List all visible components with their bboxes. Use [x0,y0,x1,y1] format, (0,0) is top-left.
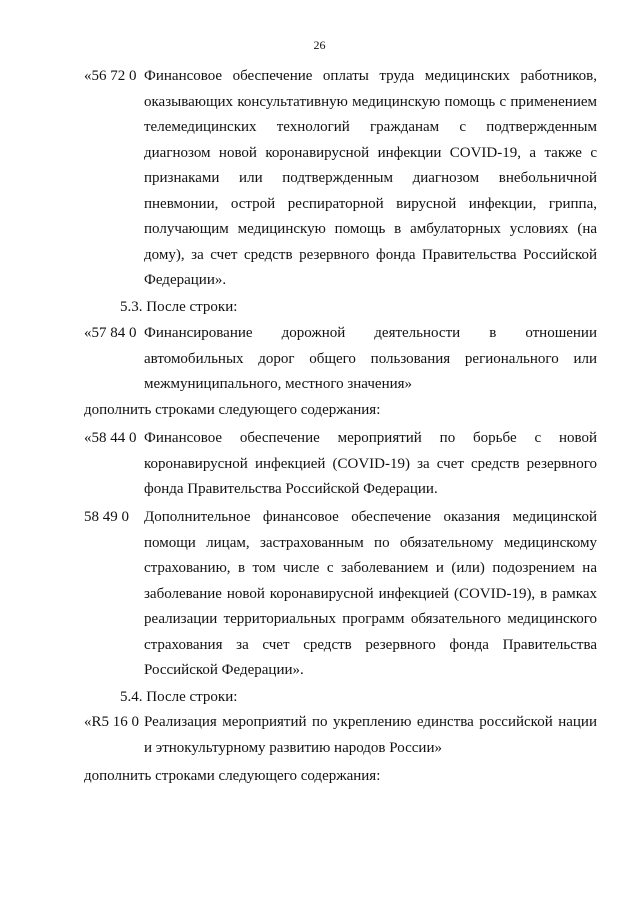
entry-text: Финансовое обеспечение оплаты труда медицинских работников, оказывающих консультативную медицинскую помощь с применением телемедицинских технологий гражданам с подтвержденным диагнозом новой коронавирусной инфекции COVID-19, а также с признаками или подтвержденным диагнозом внебольничной пневмонии, острой респираторной вирусной инфекции, гриппа, получающим медицинскую помощь в амбулаторных условиях (на дому), за счет средств резервного фонда Правительства Российской Федерации». [144,68,597,288]
budget-entry-R5160 [84,710,597,761]
supplement-instruction-2: дополнить строками следующего содержания: [84,768,381,784]
entry-code: «58 44 0 [84,430,137,446]
entry-code: 58 49 0 [84,509,129,525]
entry-code: «56 72 0 [84,68,137,84]
budget-entry-58440 [84,426,597,503]
page-number: 26 [313,38,326,52]
entry-text: Финансирование дорожной деятельности в отношении автомобильных дорог общего пользования регионального или межмуниципального, местного значения» [144,325,597,392]
section-5-3-heading: 5.3. После строки: [120,299,238,315]
entry-text: Дополнительное финансовое обеспечение оказания медицинской помощи лицам, застрахованным по обязательному медицинскому страхованию, в том числе с заболеванием и (или) подозрением на заболевание новой коронавирусной инфекцией (COVID-19), в рамках реализации территориальных программ обязательного медицинского страхования за счет средств резервного фонда Правительства Российской Федерации». [144,509,597,678]
budget-entry-57840 [84,321,597,398]
supplement-instruction-1: дополнить строками следующего содержания: [84,402,381,418]
entry-code: «57 84 0 [84,325,137,341]
entry-text: Финансовое обеспечение мероприятий по борьбе с новой коронавирусной инфекцией (COVID-19) за счет средств резервного фонда Правительства Российской Федерации. [144,430,597,497]
budget-entry-56720 [84,64,597,294]
entry-code: «R5 16 0 [84,714,140,730]
budget-entry-58490 [84,505,597,684]
entry-text: Реализация мероприятий по укреплению единства российской нации и этнокультурному развитию народов России» [144,714,597,756]
section-5-4-heading: 5.4. После строки: [120,689,238,705]
